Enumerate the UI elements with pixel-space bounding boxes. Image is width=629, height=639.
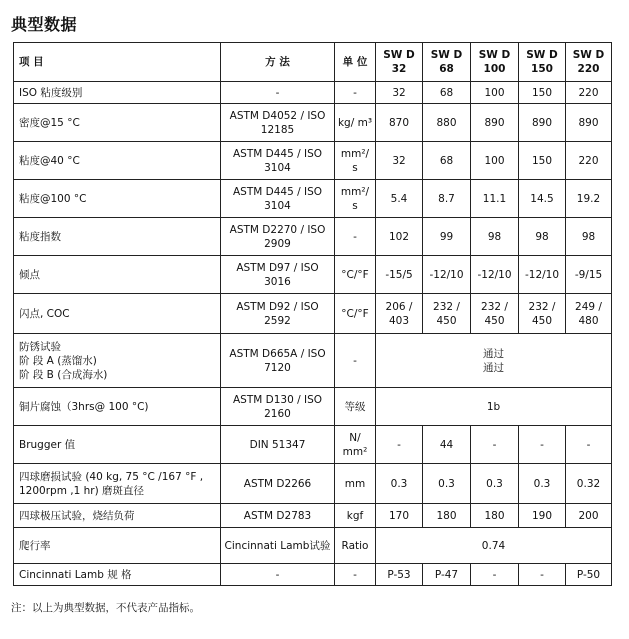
row-value: 180 (423, 504, 471, 528)
row-value: 206 / 403 (376, 294, 423, 334)
rust-value-line: 通过 (483, 361, 504, 374)
row-value: 200 (566, 504, 612, 528)
row-value: - (471, 426, 519, 464)
row-value: 98 (471, 218, 519, 256)
row-value: 880 (423, 104, 471, 142)
row-unit: - (335, 218, 376, 256)
row-unit: - (335, 334, 376, 388)
row-unit: °C/°F (335, 256, 376, 294)
row-method: - (221, 82, 335, 104)
row-value: 5.4 (376, 180, 423, 218)
row-item: Cincinnati Lamb 规 格 (14, 564, 221, 586)
row-method: ASTM D445 / ISO 3104 (221, 180, 335, 218)
row-value: 19.2 (566, 180, 612, 218)
header-grade: SW D 32 (376, 43, 423, 82)
table-row (14, 82, 612, 104)
row-value: 890 (519, 104, 566, 142)
typical-data-table (13, 42, 612, 586)
row-value: 870 (376, 104, 423, 142)
row-method: ASTM D445 / ISO 3104 (221, 142, 335, 180)
header-item: 项 目 (14, 43, 221, 82)
row-unit: kg/ m³ (335, 104, 376, 142)
row-item: 爬行率 (14, 528, 221, 564)
row-unit: N/ mm² (335, 426, 376, 464)
row-item: 四球极压试验，烧结负荷 (14, 504, 221, 528)
row-item: Brugger 值 (14, 426, 221, 464)
header-grade: SW D 150 (519, 43, 566, 82)
table-row (14, 504, 612, 528)
row-value: 0.74 (376, 528, 612, 564)
row-unit: 等级 (335, 388, 376, 426)
row-unit: mm²/ s (335, 180, 376, 218)
row-method: ASTM D130 / ISO 2160 (221, 388, 335, 426)
row-method: ASTM D4052 / ISO 12185 (221, 104, 335, 142)
row-value: - (519, 564, 566, 586)
row-value: 102 (376, 218, 423, 256)
row-value: 0.3 (471, 464, 519, 504)
row-value: -12/10 (423, 256, 471, 294)
row-item: 四球磨损试验 (40 kg, 75 °C /167 °F , 1200rpm ,1 hr) 磨斑直径 (14, 464, 221, 504)
row-unit: mm²/ s (335, 142, 376, 180)
row-value: 68 (423, 82, 471, 104)
row-unit: kgf (335, 504, 376, 528)
row-unit: Ratio (335, 528, 376, 564)
row-method: DIN 51347 (221, 426, 335, 464)
row-value: 1b (376, 388, 612, 426)
row-item (14, 334, 221, 388)
footnote: 注：以上为典型数据，不代表产品指标。 (11, 602, 200, 614)
row-value: 32 (376, 82, 423, 104)
header-grade: SW D 220 (566, 43, 612, 82)
row-value: 0.32 (566, 464, 612, 504)
row-value: 170 (376, 504, 423, 528)
row-value: 11.1 (471, 180, 519, 218)
row-method: ASTM D665A / ISO 7120 (221, 334, 335, 388)
row-value: 232 / 450 (519, 294, 566, 334)
row-item: 粘度@100 °C (14, 180, 221, 218)
row-item: 倾点 (14, 256, 221, 294)
row-value: -15/5 (376, 256, 423, 294)
table-row (14, 180, 612, 218)
rust-value-line: 通过 (483, 347, 504, 360)
row-method: ASTM D97 / ISO 3016 (221, 256, 335, 294)
row-item: 铜片腐蚀（3hrs@ 100 °C) (14, 388, 221, 426)
row-method: - (221, 564, 335, 586)
table-row (14, 334, 612, 388)
row-value: -9/15 (566, 256, 612, 294)
header-unit: 单 位 (335, 43, 376, 82)
row-value: 0.3 (376, 464, 423, 504)
row-value: 44 (423, 426, 471, 464)
row-item: 粘度指数 (14, 218, 221, 256)
row-unit: - (335, 564, 376, 586)
table-row (14, 142, 612, 180)
row-value: 98 (519, 218, 566, 256)
row-item: 闪点, COC (14, 294, 221, 334)
row-unit: °C/°F (335, 294, 376, 334)
row-value: 8.7 (423, 180, 471, 218)
row-value: P-53 (376, 564, 423, 586)
row-value: 0.3 (519, 464, 566, 504)
row-value: 68 (423, 142, 471, 180)
row-item: 密度@15 °C (14, 104, 221, 142)
table-row (14, 528, 612, 564)
row-value: P-50 (566, 564, 612, 586)
row-value: - (566, 426, 612, 464)
rust-item-line: 防锈试验 (19, 340, 61, 353)
row-value: - (471, 564, 519, 586)
row-value: 0.3 (423, 464, 471, 504)
table-row (14, 388, 612, 426)
rust-item-line: 阶 段 B (合成海水) (19, 368, 108, 381)
table-row (14, 564, 612, 586)
row-value: - (376, 426, 423, 464)
row-value: 220 (566, 142, 612, 180)
row-method: Cincinnati Lamb试验 (221, 528, 335, 564)
table-row (14, 256, 612, 294)
header-grade: SW D 100 (471, 43, 519, 82)
row-unit: - (335, 82, 376, 104)
table-row (14, 218, 612, 256)
row-method: ASTM D2266 (221, 464, 335, 504)
row-value: 890 (471, 104, 519, 142)
row-value: 232 / 450 (471, 294, 519, 334)
row-value: -12/10 (471, 256, 519, 294)
page-title: 典型数据 (11, 15, 78, 34)
row-value: 14.5 (519, 180, 566, 218)
row-item: ISO 粘度级别 (14, 82, 221, 104)
row-method: ASTM D92 / ISO 2592 (221, 294, 335, 334)
row-value: 220 (566, 82, 612, 104)
row-value: - (519, 426, 566, 464)
row-value: 100 (471, 142, 519, 180)
row-value: 249 / 480 (566, 294, 612, 334)
row-method: ASTM D2783 (221, 504, 335, 528)
row-value: 180 (471, 504, 519, 528)
row-item: 粘度@40 °C (14, 142, 221, 180)
table-row (14, 464, 612, 504)
row-unit: mm (335, 464, 376, 504)
row-method: ASTM D2270 / ISO 2909 (221, 218, 335, 256)
row-value: 190 (519, 504, 566, 528)
row-value: 32 (376, 142, 423, 180)
header-method: 方 法 (221, 43, 335, 82)
row-value: 100 (471, 82, 519, 104)
row-value: P-47 (423, 564, 471, 586)
row-value: 232 / 450 (423, 294, 471, 334)
table-row (14, 104, 612, 142)
row-value (376, 334, 612, 388)
row-value: 150 (519, 142, 566, 180)
row-value: 98 (566, 218, 612, 256)
row-value: 150 (519, 82, 566, 104)
table-row (14, 294, 612, 334)
header-row (14, 43, 612, 82)
row-value: 890 (566, 104, 612, 142)
rust-item-line: 阶 段 A (蒸馏水) (19, 354, 97, 367)
table-row (14, 426, 612, 464)
row-value: -12/10 (519, 256, 566, 294)
header-grade: SW D 68 (423, 43, 471, 82)
row-value: 99 (423, 218, 471, 256)
